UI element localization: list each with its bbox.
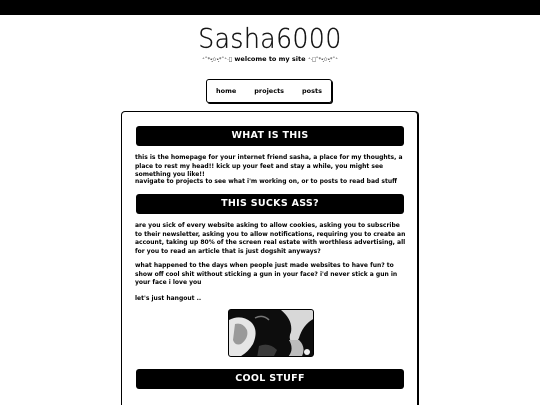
hangout-photo [228, 309, 314, 357]
section-heading-cool-stuff: COOL STUFF [136, 369, 404, 389]
section-heading-what-is-this: WHAT IS THIS [136, 126, 404, 146]
nav-link-projects[interactable]: projects [254, 87, 285, 95]
section-heading-this-sucks: THIS SUCKS ASS? [136, 194, 404, 214]
what-paragraph-2: navigate to projects to see what i'm working on, or to posts to read bad stuff [135, 178, 397, 185]
tagline-sparkle-left: ⁺˚*•̩̩͙✩•̩̩͙*˚⁺‧͙ [201, 57, 233, 63]
top-bar [0, 0, 540, 15]
what-paragraph-1: this is the homepage for your internet friend sasha, a place for my thoughts, a place to rest my head!! kick up your feet and stay a while, you might see something you like!! [135, 154, 403, 178]
site-tagline [0, 55, 540, 63]
tagline-text: welcome to my site [234, 55, 306, 63]
main-nav [206, 79, 332, 103]
site-logo: Sasha6000 [198, 23, 342, 54]
content-panel [121, 111, 418, 405]
nav-link-posts[interactable]: posts [302, 87, 322, 95]
sucks-paragraph-2: what happened to the days when people just made websites to have fun? to show off cool shit without sticking a gun in your face? i'd never stick a gun in your face i love you [135, 262, 398, 286]
photo-image [229, 310, 314, 357]
sucks-paragraph-1: are you sick of every website asking to allow cookies, asking you to subscribe to their newsletter, asking you to allow notifications, requiring you to create an account, taking up 80% of the screen real estate with worthless advertising, all for you to read an article that is just dogshit anyways? [135, 222, 406, 255]
nav-link-home[interactable]: home [215, 87, 237, 95]
tagline-sparkle-right: ⁺‧͙˚*•̩̩͙✩•̩̩͙*˚⁺ [307, 57, 339, 63]
sucks-paragraph-3: let's just hangout .. [135, 295, 202, 302]
